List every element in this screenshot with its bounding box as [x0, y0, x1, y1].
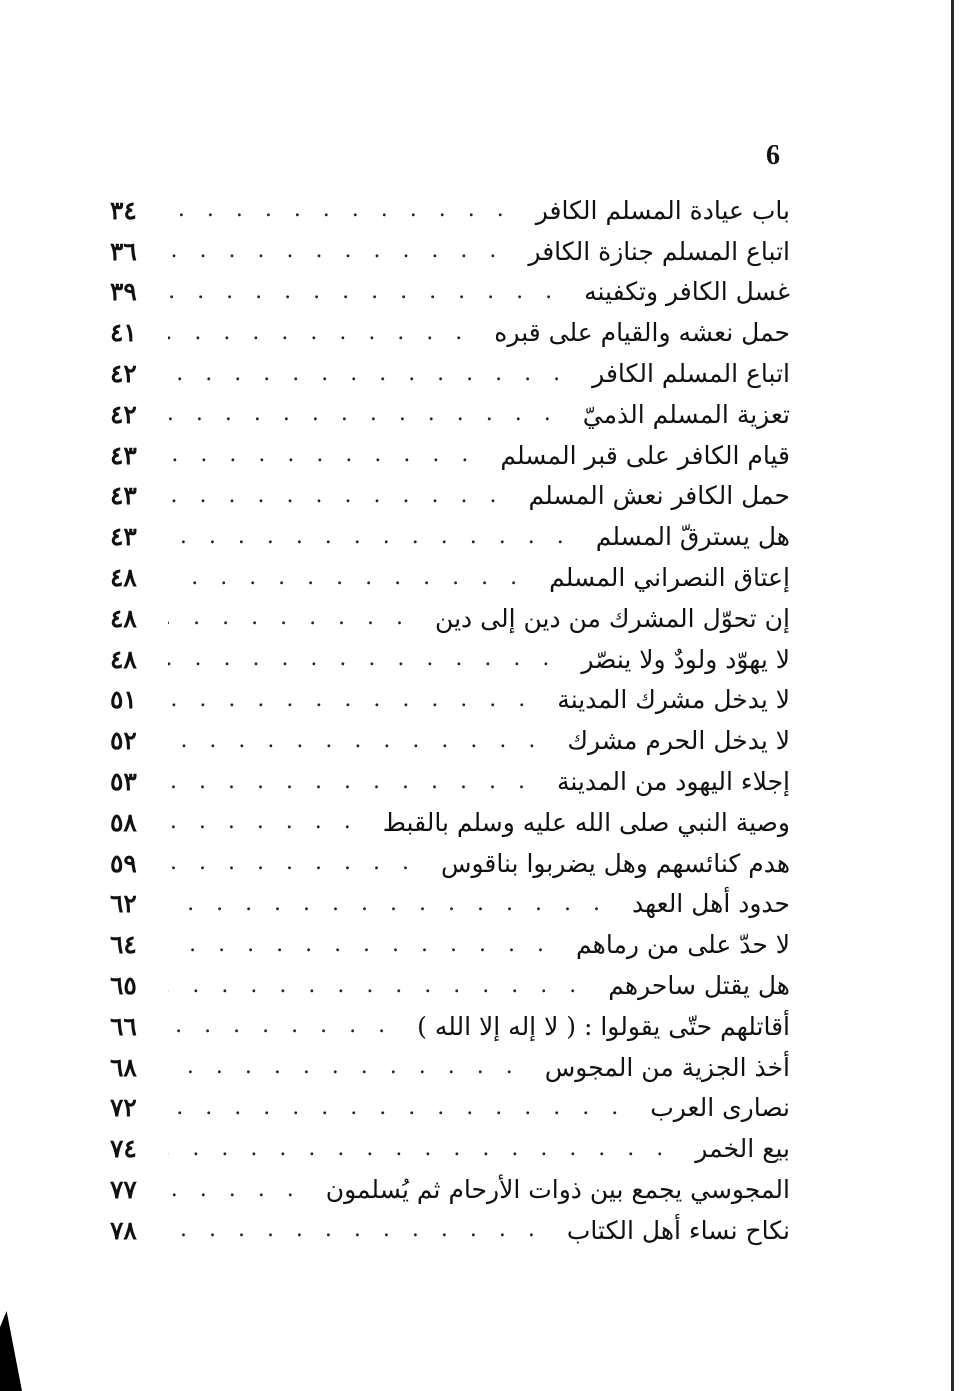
- toc-entry: [110, 598, 790, 639]
- toc-entry-title: نكاح نساء أهل الكتاب: [566, 1215, 790, 1245]
- toc-entry: [110, 884, 790, 925]
- toc-entry-page: ٥٢: [110, 726, 137, 756]
- toc-entry-title: المجوسي يجمع بين ذوات الأرحام ثم يُسلمون: [325, 1175, 790, 1205]
- toc-entry-page: ٤٨: [110, 603, 137, 633]
- toc-entry: [110, 312, 790, 353]
- dot-leader: [168, 363, 582, 385]
- toc-entry-title: إن تحوّل المشرك من دين إلى دين: [435, 603, 790, 633]
- dot-leader: [168, 975, 598, 997]
- toc-entry: [110, 802, 790, 843]
- toc-entry: [110, 965, 790, 1006]
- toc-entry-page: ٤٣: [110, 481, 137, 511]
- toc-entry-page: ٤٢: [110, 399, 137, 429]
- toc-entry-title: قيام الكافر على قبر المسلم: [500, 440, 790, 470]
- toc-entry-title: لا يهوّد ولودٌ ولا ينصّر: [581, 644, 790, 674]
- toc-entry: [110, 639, 790, 680]
- dot-leader: [168, 730, 557, 752]
- toc-entry-title: هدم كنائسهم وهل يضربوا بناقوس: [441, 848, 790, 878]
- toc-entry: [110, 1210, 790, 1251]
- dot-leader: [168, 934, 566, 956]
- dot-leader: [168, 199, 526, 221]
- toc-entry-page: ٤٣: [110, 522, 137, 552]
- toc-entry: [110, 1047, 790, 1088]
- toc-entry-title: أقاتلهم حتّى يقولوا : ( لا إله إلا الله ): [417, 1011, 790, 1041]
- toc-entry: [110, 557, 790, 598]
- toc-entry: [110, 1088, 790, 1129]
- dot-leader: [168, 771, 547, 793]
- toc-entry: [110, 680, 790, 721]
- toc-entry: [110, 272, 790, 313]
- dot-leader: [168, 444, 490, 466]
- toc-entry: [110, 394, 790, 435]
- dot-leader: [168, 485, 518, 507]
- toc-entry-title: هل يقتل ساحرهم: [608, 971, 790, 1001]
- dot-leader: [168, 1138, 685, 1160]
- dot-leader: [168, 811, 373, 833]
- toc-entry: [110, 1169, 790, 1210]
- toc-entry: [110, 516, 790, 557]
- toc-entry: [110, 761, 790, 802]
- toc-entry-page: ٦٢: [110, 889, 137, 919]
- toc-entry-page: ٤٨: [110, 644, 137, 674]
- toc-entry-title: حدود أهل العهد: [631, 889, 790, 919]
- toc-entry-title: وصية النبي صلى الله عليه وسلم بالقبط: [382, 807, 790, 837]
- toc-entry-page: ٤٣: [110, 440, 137, 470]
- toc-entry-title: حمل الكافر نعش المسلم: [528, 481, 790, 511]
- toc-entry-page: ٥٣: [110, 767, 137, 797]
- toc-entry-page: ٤١: [110, 318, 137, 348]
- dot-leader: [168, 1219, 557, 1241]
- dot-leader: [168, 607, 425, 629]
- dot-leader: [168, 322, 484, 344]
- toc-entry-title: اتباع المسلم الكافر: [592, 359, 790, 389]
- dot-leader: [168, 281, 574, 303]
- toc-entry-page: ٣٦: [110, 236, 137, 266]
- toc-entry-page: ٤٢: [110, 359, 137, 389]
- toc-entry: [110, 190, 790, 231]
- dot-leader: [168, 1097, 640, 1119]
- toc-entry-page: ٥١: [110, 685, 137, 715]
- toc-entry-page: ٧٨: [110, 1215, 137, 1245]
- toc-entry-title: إجلاء اليهود من المدينة: [556, 767, 790, 797]
- toc-entry: [110, 843, 790, 884]
- toc-entry-title: باب عيادة المسلم الكافر: [535, 195, 790, 225]
- toc-entry-page: ٧٢: [110, 1093, 137, 1123]
- dot-leader: [168, 1056, 535, 1078]
- toc-entry: [110, 435, 790, 476]
- toc-entry-title: لا حدّ على من رماهم: [576, 930, 790, 960]
- dot-leader: [168, 526, 586, 548]
- toc-entry-page: ٥٨: [110, 807, 137, 837]
- dot-leader: [168, 689, 547, 711]
- toc-entry-title: أخذ الجزية من المجوس: [544, 1052, 790, 1082]
- toc-entry-page: ٥٩: [110, 848, 137, 878]
- toc-entry-title: غسل الكافر وتكفينه: [584, 277, 790, 307]
- toc-entry-title: لا يدخل الحرم مشرك: [567, 726, 790, 756]
- toc-entry-page: ٦٥: [110, 971, 137, 1001]
- toc-entry-title: لا يدخل مشرك المدينة: [557, 685, 790, 715]
- dot-leader: [168, 567, 539, 589]
- page-edge-line: [951, 0, 954, 1391]
- toc-entry-page: ٧٤: [110, 1134, 137, 1164]
- scan-corner-mark: [0, 1311, 22, 1391]
- toc-entry: [110, 353, 790, 394]
- toc-entry-title: اتباع المسلم جنازة الكافر: [528, 236, 790, 266]
- dot-leader: [168, 1015, 407, 1037]
- page-number: 6: [766, 140, 780, 171]
- table-of-contents: [110, 190, 790, 1251]
- toc-entry: [110, 924, 790, 965]
- dot-leader: [168, 648, 571, 670]
- toc-entry-page: ٧٧: [110, 1175, 137, 1205]
- toc-entry-title: هل يسترقّ المسلم: [595, 522, 790, 552]
- dot-leader: [168, 893, 622, 915]
- toc-entry: [110, 1128, 790, 1169]
- toc-entry-page: ٦٤: [110, 930, 137, 960]
- toc-entry-title: حمل نعشه والقيام على قبره: [494, 318, 790, 348]
- toc-entry-page: ٦٨: [110, 1052, 137, 1082]
- toc-entry-page: ٣٤: [110, 195, 137, 225]
- toc-entry-page: ٦٦: [110, 1011, 137, 1041]
- toc-entry: [110, 476, 790, 517]
- dot-leader: [168, 240, 518, 262]
- toc-entry: [110, 720, 790, 761]
- toc-entry-title: إعتاق النصراني المسلم: [549, 563, 790, 593]
- toc-entry: [110, 231, 790, 272]
- dot-leader: [168, 1179, 316, 1201]
- toc-entry-page: ٣٩: [110, 277, 137, 307]
- dot-leader: [168, 852, 431, 874]
- toc-entry-title: تعزية المسلم الذميّ: [582, 399, 790, 429]
- dot-leader: [168, 403, 573, 425]
- toc-entry-title: نصارى العرب: [650, 1093, 790, 1123]
- toc-entry-title: بيع الخمر: [695, 1134, 790, 1164]
- toc-entry: [110, 1006, 790, 1047]
- toc-entry-page: ٤٨: [110, 563, 137, 593]
